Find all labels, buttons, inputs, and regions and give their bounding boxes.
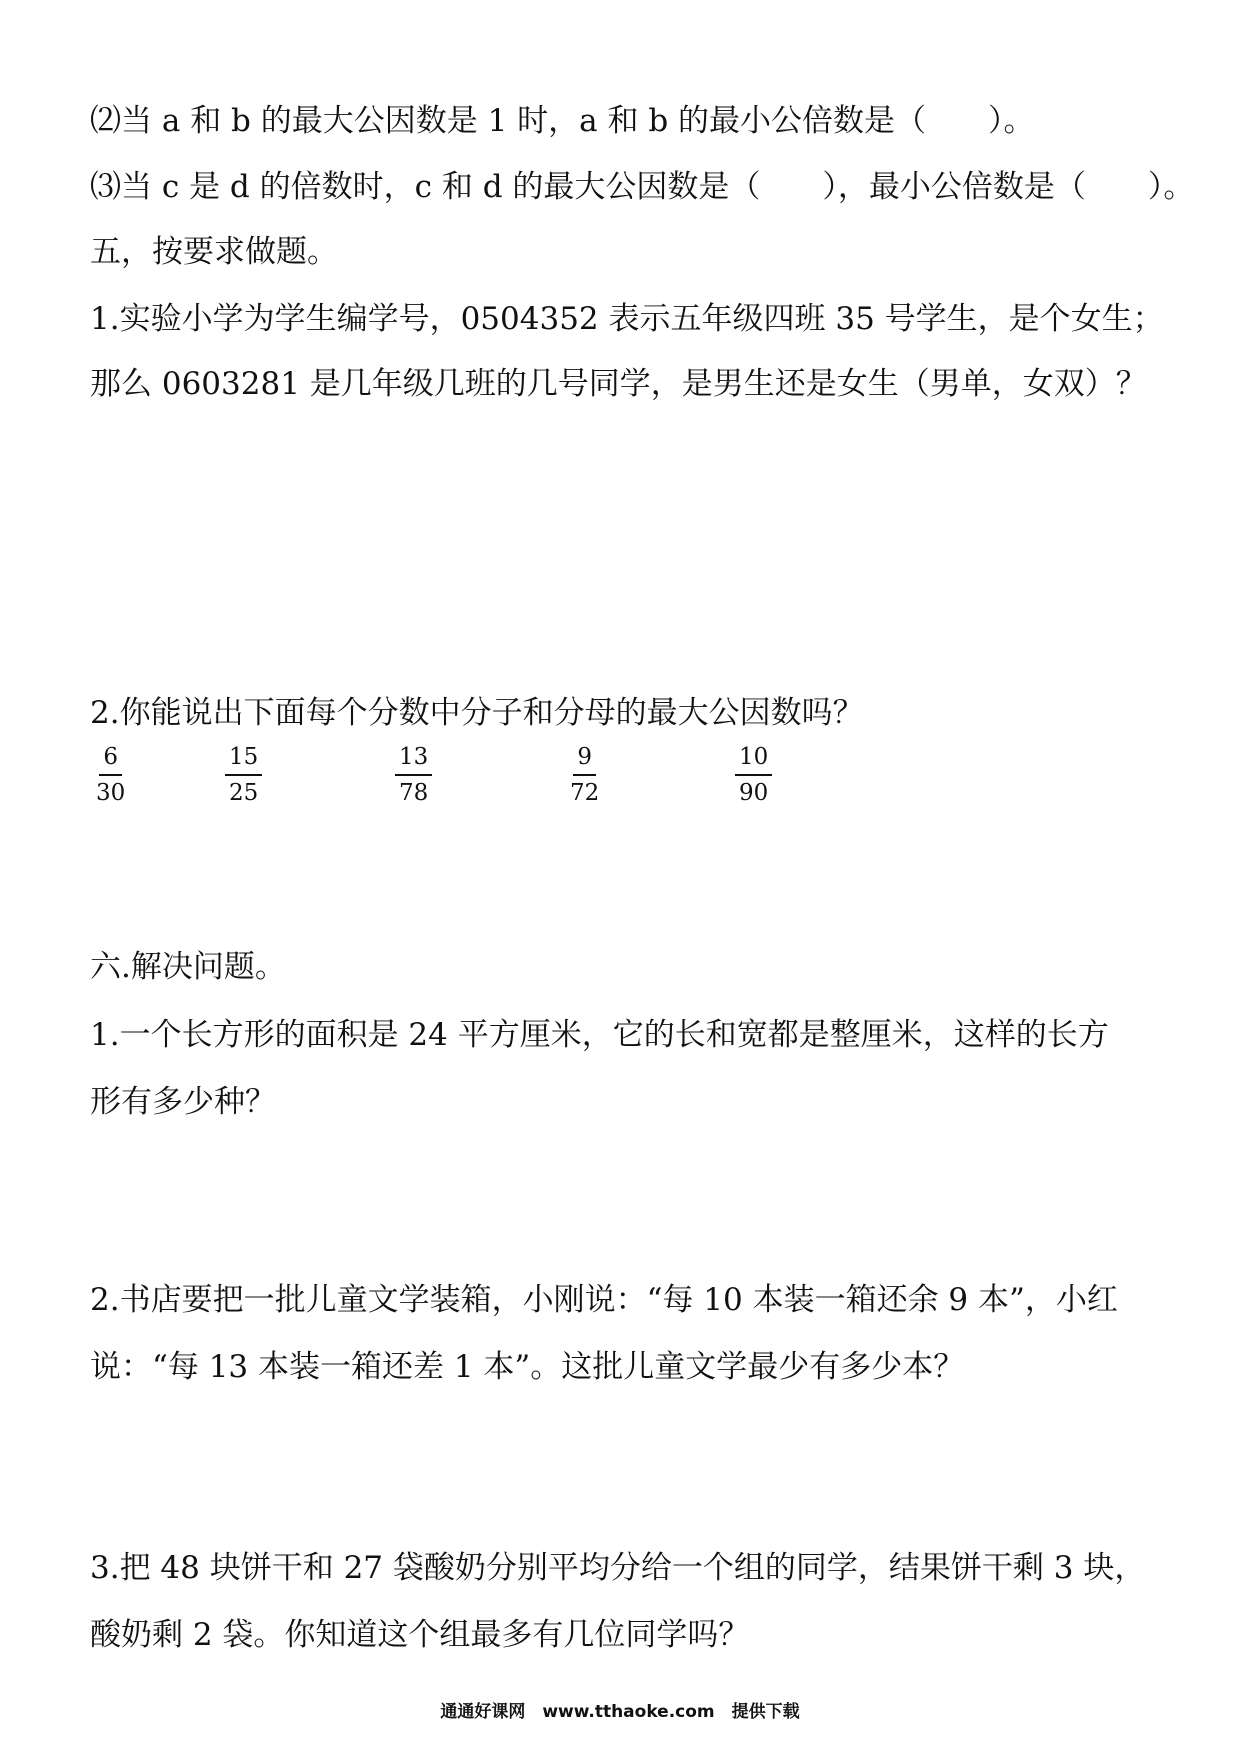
fraction [225,742,262,808]
page-footer: 通通好课网 www.tthaoke.com 提供下载 [440,1702,800,1722]
fraction-numerator: 13 [395,742,432,776]
fraction [395,742,432,808]
question-6-3-line-1: 3.把 48 块饼干和 27 袋酸奶分别平均分给一个组的同学，结果饼干剩 3 块， [90,1550,1146,1586]
question-6-3-line-2: 酸奶剩 2 袋。你知道这个组最多有几位同学吗？ [90,1617,750,1653]
section-6-heading: 六.解决问题。 [90,949,286,985]
fraction-list [0,742,1240,812]
question-5-1-line-1: 1.实验小学为学生编学号，0504352 表示五年级四班 35 号学生，是个女生； [90,301,1164,337]
fraction-numerator: 10 [735,742,772,776]
fraction-denominator: 25 [229,780,259,806]
fraction [735,742,772,808]
question-4-2: ⑵当 a 和 b 的最大公因数是 1 时，a 和 b 的最小公倍数是（ ）。 [90,103,1035,139]
fraction-denominator: 30 [96,780,126,806]
question-6-2-line-2: 说：“每 13 本装一箱还差 1 本”。这批儿童文学最少有多少本？ [90,1349,965,1385]
question-5-2: 2.你能说出下面每个分数中分子和分母的最大公因数吗？ [90,695,864,731]
fraction [566,742,603,808]
fraction-denominator: 90 [739,780,769,806]
question-4-3: ⑶当 c 是 d 的倍数时，c 和 d 的最大公因数是（ ），最小公倍数是（ ）。 [90,169,1195,205]
fraction-numerator: 6 [99,742,122,776]
fraction-denominator: 72 [570,780,600,806]
question-5-1-line-2: 那么 0603281 是几年级几班的几号同学，是男生还是女生（男单，女双）？ [90,366,1147,402]
fraction-denominator: 78 [399,780,429,806]
fraction-numerator: 15 [225,742,262,776]
fraction-numerator: 9 [573,742,596,776]
fraction [92,742,129,808]
question-6-2-line-1: 2.书店要把一批儿童文学装箱，小刚说：“每 10 本装一箱还余 9 本”，小红 [90,1282,1118,1318]
section-5-heading: 五，按要求做题。 [90,234,338,270]
question-6-1-line-1: 1.一个长方形的面积是 24 平方厘米，它的长和宽都是整厘米，这样的长方 [90,1017,1109,1053]
question-6-1-line-2: 形有多少种？ [90,1084,276,1120]
